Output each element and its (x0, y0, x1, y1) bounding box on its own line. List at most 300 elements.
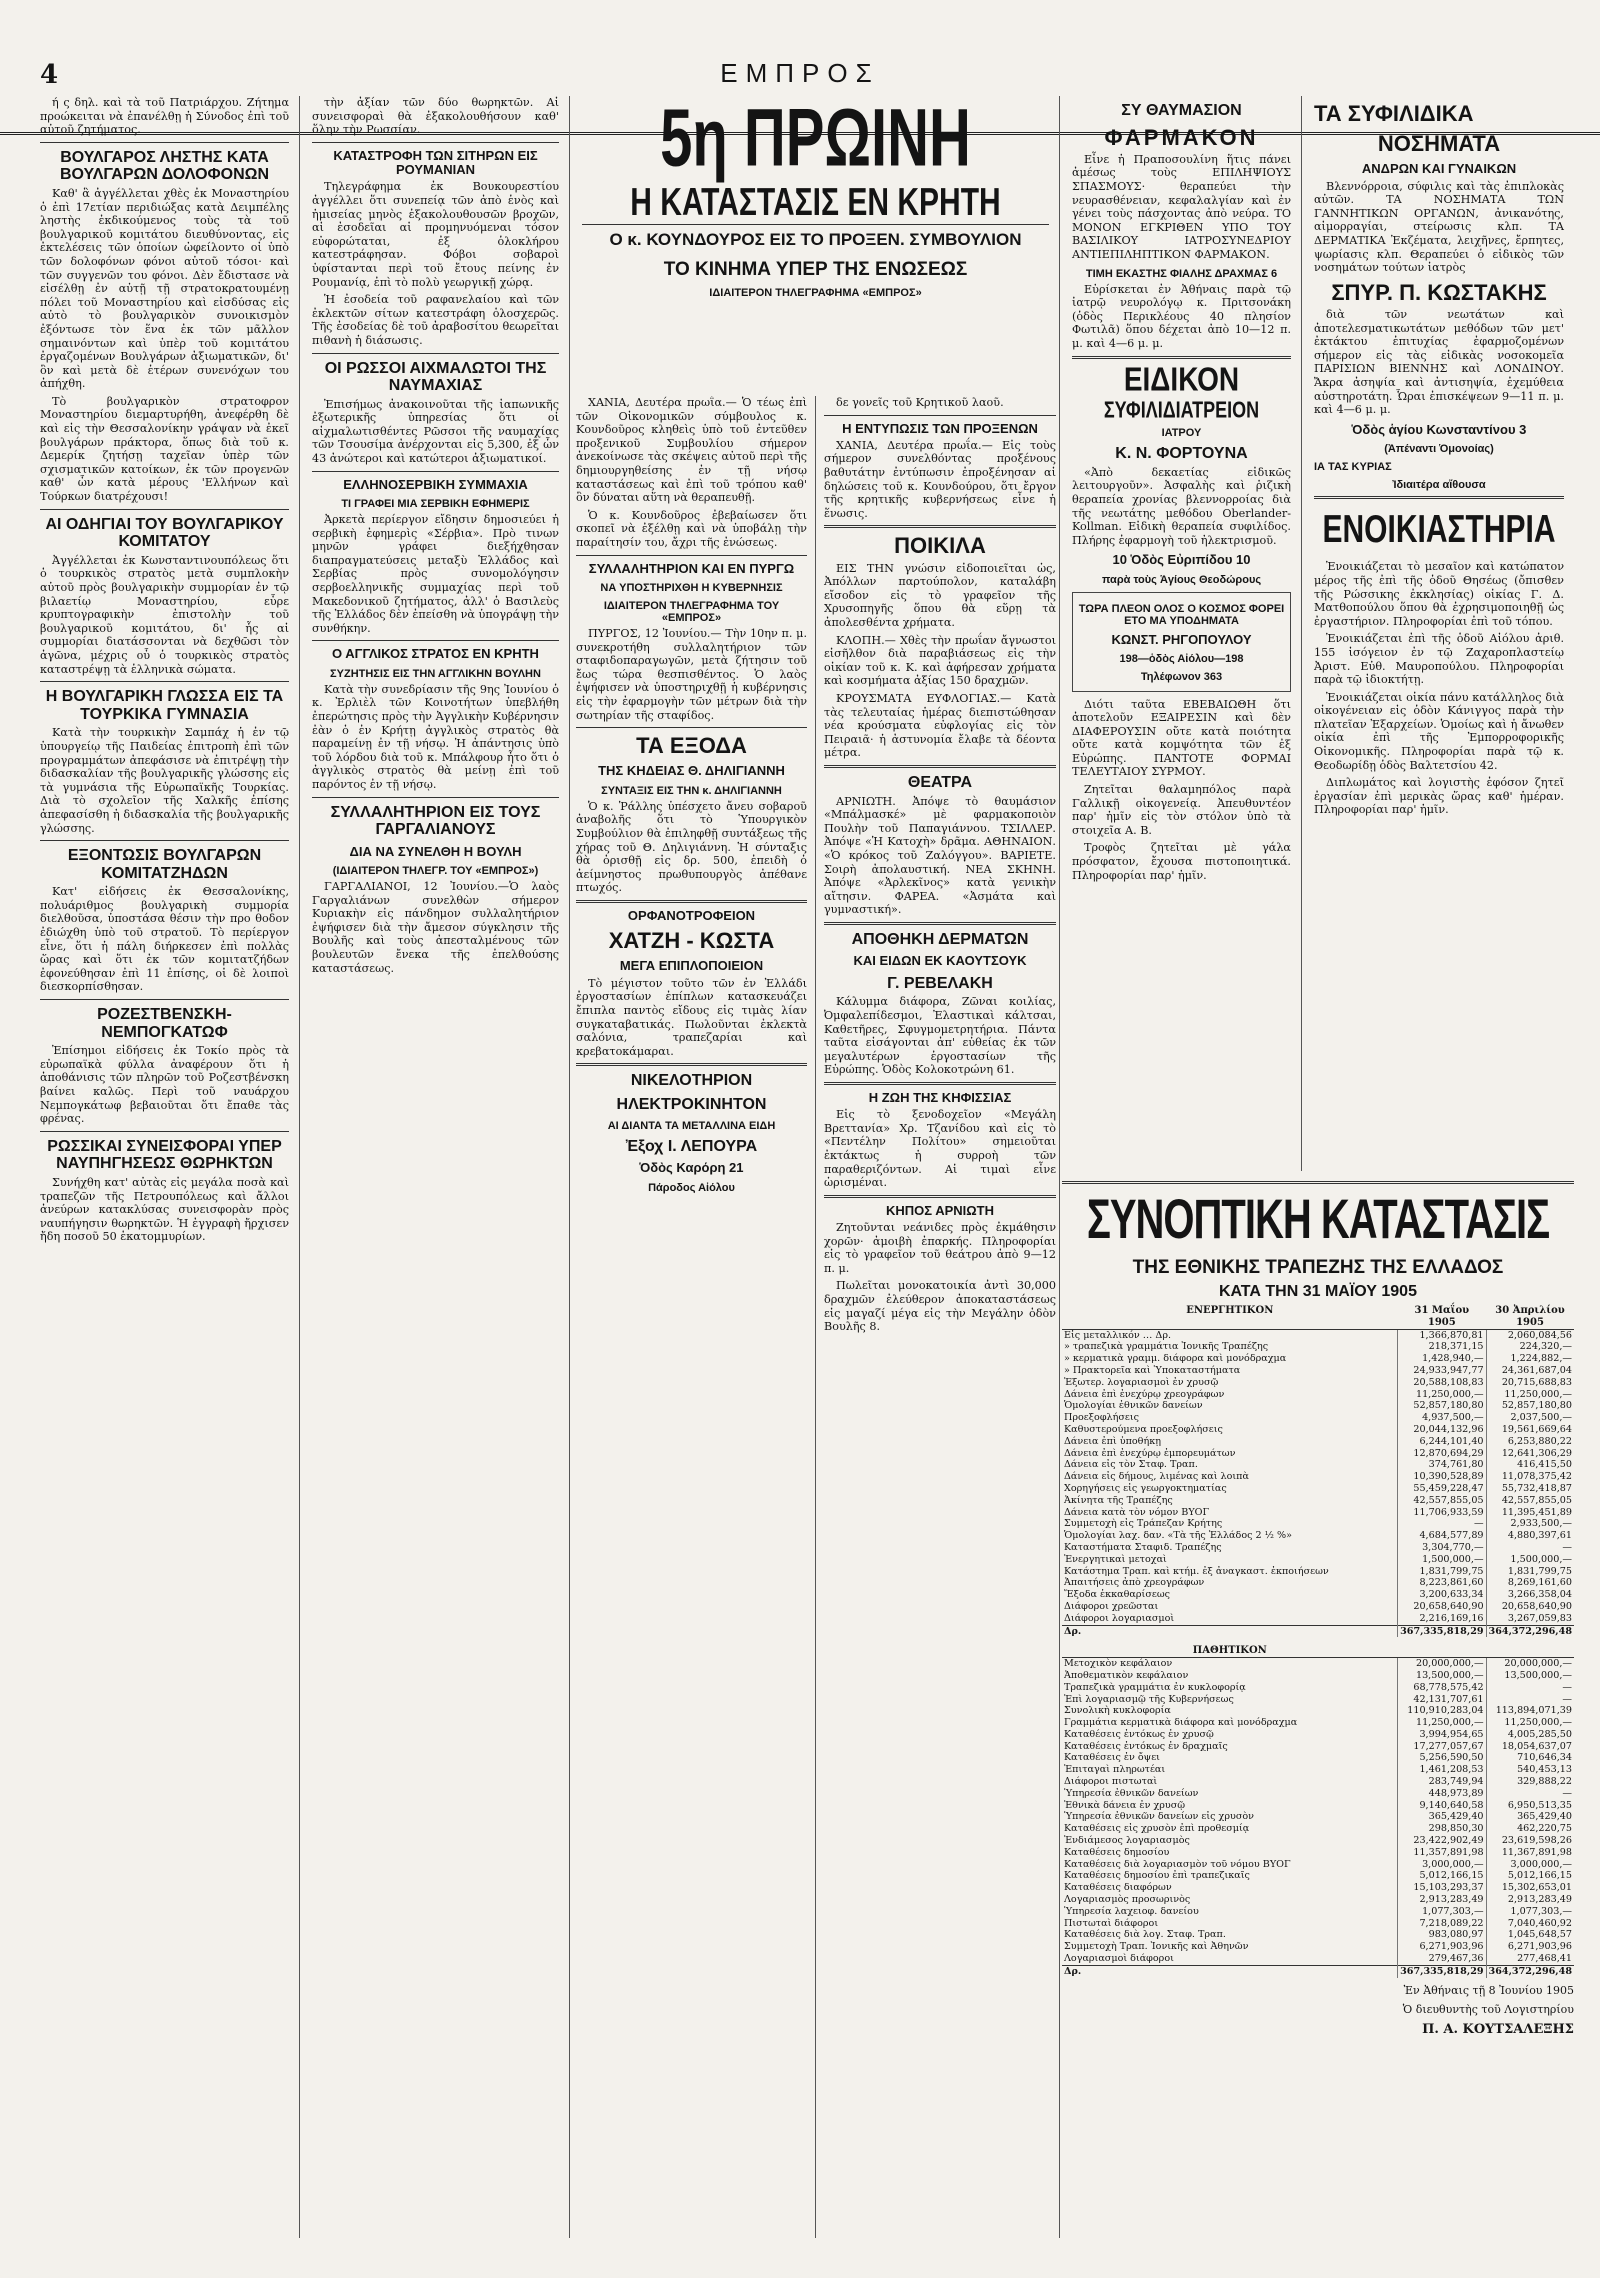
total-value: Δρ. (1062, 1965, 1398, 1977)
table-row (1062, 1353, 1574, 1365)
row-value: 20,044,132,96 (1398, 1424, 1486, 1436)
ad-heading: ΤΩΡΑ ΠΛΕΟΝ ΟΛΟΣ Ο ΚΟΣΜΟΣ ΦΟΡΕΙ ΕΤΟ ΜΑ ΥΠΟΔΗΜΑΤΑ (1078, 602, 1285, 627)
row-label: Ἀπαιτήσεις ἀπὸ χρεογράφων (1064, 1577, 1205, 1589)
table-row (1062, 1577, 1574, 1589)
ad-heading: ΑΙ ΔΙΑΝΤΑ ΤΑ ΜΕΤΑΛΛΙΝΑ ΕΙΔΗ (607, 1119, 776, 1132)
ad-text: «Ἀπὸ δεκαετίας εἰδικῶς λειτουργοῦν». Ἀσφαλὴς καὶ ῥιζικὴ θεραπεία χρονίας βλεννορροίας διὰ τῆς νεωτάτης μεθόδου Oberlander-Kollman. Εἰδικὴ θεραπεία συφιλίδος. Πλήρης ἐφαρμογὴ τοῦ ἠλεκτρισμοῦ. (1072, 465, 1291, 547)
ad-text: Τὸ μέγιστον τοῦτο τῶν ἐν Ἑλλάδι ἐργοστασίων ἐπίπλων κατασκευάζει ἔπιπλα παντὸς εἴδους εἰς τιμὰς λίαν συγκαταβατικάς. Πωλοῦνται ἐκλεκτὰ σαλόνια, τραπεζαρίαι καὶ κρεβατοκάμαραι. (576, 976, 807, 1058)
table-row (1062, 1729, 1574, 1741)
row-value: 24,361,687,04 (1486, 1365, 1574, 1377)
row-value: 1,045,648,57 (1486, 1929, 1574, 1941)
row-value: 1,077,303,— (1486, 1906, 1574, 1918)
row-label: Καταθέσεις ἐν ὄψει (1064, 1752, 1160, 1764)
row-value: 20,588,108,83 (1398, 1377, 1486, 1389)
row-value: 42,131,707,61 (1398, 1694, 1486, 1706)
row-value: 3,000,000,— (1398, 1859, 1486, 1871)
ad-text: Ἐνοικιάζεται οἰκία πάνυ κατάλληλος διὰ οἰκογένειαν εἰς ὁδὸν Κάνιγγος παρὰ τὴν πλατεῖαν Ἐξαρχείων. Ὁμοίως καὶ ἡ ἄνωθεν οἰκία ἐπὶ τῆς Ἐμπορροφορικῆς Οἰκονομικῆς. Πληροφορίαι παρὰ τῷ κ. Θεοδωρίδῃ ὁδὸς Βαλτετσίου 42. (1314, 690, 1564, 772)
subheadline: ΣΥΖΗΤΗΣΙΣ ΕΙΣ ΤΗΝ ΑΓΓΛΙΚΗΝ ΒΟΥΛΗΝ (330, 667, 541, 680)
ad-heading: ΣΠΥΡ. Π. ΚΩΣΤΑΚΗΣ (1331, 279, 1547, 305)
ad-heading: ΚΑΙ ΕΙΔΩΝ ΕΚ ΚΑΟΥΤΣΟΥΚ (853, 953, 1027, 969)
intro-text: τὴν ἀξίαν τῶν δύο θωρηκτῶν. Αἱ συνεισφοραὶ θὰ ἐξακολουθήσουν καθ' ὅλην τὴν Ρωσσίαν. (312, 96, 559, 137)
subheadline: ΙΔΙΑΙΤΕΡΟΝ ΤΗΛΕΓΡΑΦΗΜΑ ΤΟΥ «ΕΜΠΡΟΣ» (603, 599, 780, 625)
row-value: 6,271,903,96 (1398, 1941, 1486, 1953)
main-headline: Η ΚΑΤΑΣΤΑΣΙΣ ΕΝ ΚΡΗΤΗ (630, 181, 1001, 224)
table-row (1062, 1788, 1574, 1800)
table-row (1062, 1918, 1574, 1930)
article-text: ΕΙΣ ΤΗΝ γνώσιν εἰδοποιεῖται ὡς, Ἀπόλλων παρτούπολον, καταλάβη εἴσοδον εἰς τὸ γραφεῖον τῆς Χρυσοπηγῆς ὅπου θὰ εὕρῃ τὰ ἀπολεσθέντα χρήματα. (824, 561, 1056, 630)
row-value: 448,973,89 (1398, 1788, 1486, 1800)
row-value: — (1486, 1788, 1574, 1800)
row-value: 55,732,418,87 (1486, 1483, 1574, 1495)
table-row (1062, 1495, 1574, 1507)
table-row (1062, 1953, 1574, 1965)
row-label: Ἐξωτερ. λογαριασμοὶ ἐν χρυσῷ (1064, 1376, 1219, 1388)
ad-address: Ὁδὸς Καρόρη 21 (639, 1160, 744, 1176)
row-label: Καταθέσεις διὰ λογ. Σταφ. Τραπ. (1064, 1929, 1226, 1941)
row-value: 279,467,36 (1398, 1953, 1486, 1965)
article-text: Εἰς τὸ ξενοδοχεῖον «Μεγάλη Βρεττανία» Χρ. Τζανίδου καὶ εἰς τὸ «Πεντέλην Πολίτου» σημειοῦται ἐκτάκτως ἡ συρροὴ τῶν παραθεριζόντων. Αἱ τιμαὶ εἶνε ὡρισμέναι. (824, 1108, 1056, 1190)
article-text: ΧΑΝΙΑ, Δευτέρα πρωΐα.— Εἰς τοὺς σήμερον συνελθόντας προξένους βαθυτάτην ἐντύπωσιν ἐπροξένησαν αἱ δηλώσεις τοῦ κ. Κουνδούρου, ὅτι ἔργον τῆς κρητικῆς κυβερνήσεως εἶνε ἡ ἕνωσις. (824, 438, 1056, 520)
headline: Η ΖΩΗ ΤΗΣ ΚΗΦΙΣΣΙΑΣ (868, 1089, 1012, 1105)
row-value: 11,250,000,— (1398, 1389, 1486, 1401)
total-value: Δρ. (1062, 1625, 1398, 1637)
table-row (1062, 1694, 1574, 1706)
row-value: 11,250,000,— (1486, 1717, 1574, 1729)
ad-heading: ΕΙΔΙΚΟΝ (1123, 360, 1240, 398)
ad-heading: ΦΑΡΜΑΚΟΝ (1104, 124, 1259, 150)
subheadline: ΙΔΙΑΙΤΕΡΟΝ ΤΗΛΕΓΡΑΦΗΜΑ «ΕΜΠΡΟΣ» (709, 286, 922, 299)
table-row (1062, 1658, 1574, 1670)
table-row (1062, 1377, 1574, 1389)
row-value: 2,913,283,49 (1398, 1894, 1486, 1906)
ad-text: διὰ τῶν νεωτάτων καὶ ἀποτελεσματικωτάτων μεθόδων τῶν μετ' ἐκτάκτου ἐπιτυχίας ἐφαρμοζομένων σήμερον εἰς τὰς εἰδικὰς νοσοκομεῖα ΠΑΡΙΣΙΩΝ ΒΙΕΝΝΗΣ καὶ ΛΟΝΔΙΝΟΥ. Ἄκρα ἀσηψία καὶ ἀντισηψία, ἐχεμύθεια αὐστηροτάτη. Ὧραι ἐπισκέψεων 9—11 π. μ. καὶ 4—6 μ. μ. (1314, 308, 1564, 417)
headline: ΣΥΛΛΑΛΗΤΗΡΙΟΝ ΕΙΣ ΤΟΥΣ ΓΑΡΓΑΛΙΑΝΟΥΣ (330, 803, 541, 839)
row-label: Καταθέσεις ἐντόκως ἐν δραχμαῖς (1064, 1740, 1228, 1752)
row-label: Ἐπιταγαὶ πληρωτέαι (1064, 1764, 1166, 1776)
ad-address: 10 Ὁδὸς Εὐριπίδου 10 (1112, 552, 1251, 568)
table-row (1062, 1823, 1574, 1835)
row-label: Καταστήματα Σταφιδ. Τραπέζης (1064, 1541, 1222, 1553)
edition-title: 5η ΠΡΩΙΝΗ (660, 96, 971, 184)
ad-heading: ΝΙΚΕΛΟΤΗΡΙΟΝ (630, 1072, 753, 1090)
ad-heading: ΤΑ ΣΥΦΙΛΙΔΙΚΑ (1314, 101, 1474, 126)
row-value: 1,500,000,— (1398, 1554, 1486, 1566)
row-value: 1,461,208,53 (1398, 1764, 1486, 1776)
row-label: Καταθέσεις ἐντόκως ἐν χρυσῷ (1064, 1728, 1214, 1740)
table-row (1062, 1906, 1574, 1918)
row-label: Ὁμολογίαι ἐθνικῶν δανείων (1064, 1400, 1203, 1412)
row-value: 298,850,30 (1398, 1823, 1486, 1835)
row-value: — (1486, 1542, 1574, 1554)
row-value: 277,468,41 (1486, 1953, 1574, 1965)
ad-heading: ΚΩΝΣΤ. ΡΗΓΟΠΟΥΛΟΥ (1111, 632, 1252, 648)
row-value: 1,831,799,75 (1398, 1566, 1486, 1578)
headline: ΑΙ ΟΔΗΓΙΑΙ ΤΟΥ ΒΟΥΛΓΑΡΙΚΟΥ ΚΟΜΙΤΑΤΟΥ (45, 515, 284, 551)
headline: ΚΗΠΟΣ ΑΡΝΙΩΤΗ (885, 1202, 995, 1218)
subheadline: ΣΥΝΤΑΞΙΣ ΕΙΣ ΤΗΝ κ. ΔΗΛΙΓΙΑΝΝΗ (601, 784, 782, 797)
row-value: 7,218,089,22 (1398, 1918, 1486, 1930)
ad-text: Ζητεῖται θαλαμηπόλος παρὰ Γαλλικῇ οἰκογενείᾳ. Ἀπευθυντέον παρ' ἡμῖν εἰς τὸν στόλον ὑπὸ τὰ στοιχεῖα Α. Β. (1072, 783, 1291, 837)
row-value: 2,933,500,— (1486, 1518, 1574, 1530)
row-value: 52,857,180,80 (1486, 1400, 1574, 1412)
total-value: 364,372,296,48 (1486, 1625, 1574, 1637)
headline: ΤΑ ΕΞΟΔΑ (636, 733, 747, 759)
row-label: » τραπεζικὰ γραμμάτια Ἰονικῆς Τραπέζης (1064, 1341, 1269, 1353)
row-value: 218,371,15 (1398, 1341, 1486, 1353)
table-row (1062, 1764, 1574, 1776)
row-value: 42,557,855,05 (1486, 1495, 1574, 1507)
row-value: 6,244,101,40 (1398, 1436, 1486, 1448)
row-label: » Πρακτορεῖα καὶ Ὑποκαταστήματα (1064, 1364, 1241, 1376)
headline: ΤΟ ΚΙΝΗΜΑ ΥΠΕΡ ΤΗΣ ΕΝΩΣΕΩΣ (663, 258, 968, 280)
statement-role: Ὁ διευθυντὴς τοῦ Λογιστηρίου (1402, 2002, 1574, 2016)
row-label: Ὑπηρεσία ἐθνικῶν δανείων (1064, 1787, 1199, 1799)
article-text: δε γονεῖς τοῦ Κρητικοῦ λαοῦ. (836, 396, 1004, 409)
row-label: Κατάστημα Τραπ. καὶ κτήμ. ἐξ ἀναγκαστ. ἐκποιήσεων (1064, 1565, 1329, 1577)
table-row (1062, 1483, 1574, 1495)
ad-heading: ΜΕΓΑ ΕΠΙΠΛΟΠΟΙΕΙΟΝ (619, 958, 764, 974)
total-value: 367,335,818,29 (1398, 1625, 1486, 1637)
row-label: Συνολικὴ κυκλοφορία (1064, 1705, 1171, 1717)
ad-heading: ΑΠΟΘΗΚΗ ΔΕΡΜΑΤΩΝ (851, 930, 1029, 948)
row-value: 1,077,303,— (1398, 1906, 1486, 1918)
article-text: Καθ' ἃ ἀγγέλλεται χθὲς ἐκ Μοναστηρίου ὁ ἐπὶ 17ετίαν περιδιώξας κατὰ Δειμπέλης ληστὴς ἐκδικούμενος τοὺς τὰ τοῦ βουλγαρικοῦ κομιτάτου διευθύνοντας, εἰς ἐκτελέσεις τῶν ὁποίων ὠφείλοντο οἱ ὑπὸ τῶν δολοφόνων φόνοι αὐτοῦ τόσοι· καὶ τῶν συγγενῶν του φόνοι. Δὲν ἔδιστασε νὰ εἰσέλθῃ ἐν αὐτῇ τῇ στρατοκρατουμένῃ πόλει τοῦ Μοναστηρίου καὶ εἰσδύσας εἰς αὐτὸ τὸ βουλγαρικὸν συνοικισμὸν ἐξόντωσε τὸν ἕνα ἐκ τῶν μᾶλλον σημαινόντων καὶ ὑπὲρ τοῦ κομιτάτου ἐργαζομένων Βουλγάρων ἀξιωματικῶν, δι' ὃν καὶ μετὰ δὲ ἑτέρων συνενόχων του ἀπήχθη. (40, 186, 289, 391)
headline: ΚΑΤΑΣΤΡΟΦΗ ΤΩΝ ΣΙΤΗΡΩΝ ΕΙΣ ΡΟΥΜΑΝΙΑΝ (333, 147, 538, 178)
ad-heading: ΧΑΤΖΗ - ΚΩΣΤΑ (608, 928, 775, 954)
row-label: Ἐνδιάμεσος λογαριασμὸς (1064, 1835, 1190, 1847)
col-a-header: 31 Μαΐου 1905 (1398, 1305, 1486, 1329)
ad-heading: Γ. ΡΕΒΕΛΑΚΗ (887, 974, 993, 992)
statement-subtitle: ΤΗΣ ΕΘΝΙΚΗΣ ΤΡΑΠΕΖΗΣ ΤΗΣ ΕΛΛΑΔΟΣ (1132, 1257, 1504, 1278)
row-label: Ἐπὶ λογαριασμῷ τῆς Κυβερνήσεως (1064, 1693, 1234, 1705)
row-label: Διάφοροι πιστωταὶ (1064, 1776, 1158, 1788)
ad-text: Κάλυμμα διάφορα, Ζῶναι κοιλίας, Ὀμφαλεπίδεσμοι, Ἐλαστικαὶ κάλτσαι, Καθετῆρες, Σφυγμομετρητήρια. Πάντα ταῦτα εἰσάγονται ἀπ' εὐθείας ἐκ τῶν μεγαλυτέρων ἐργοστασίων τῆς Εὐρώπης. Ὁδὸς Κολοκοτρώνη 61. (824, 995, 1056, 1077)
column-4 (1062, 96, 1302, 1171)
column-3-left (572, 396, 816, 2238)
row-value: — (1486, 1682, 1574, 1694)
row-value: — (1486, 1694, 1574, 1706)
row-value: 23,619,598,26 (1486, 1835, 1574, 1847)
row-value: 12,641,306,29 (1486, 1448, 1574, 1460)
row-value: 5,256,590,50 (1398, 1752, 1486, 1764)
table-row (1062, 1518, 1574, 1530)
article-text: Ὁ κ. Κουνδοῦρος ἐβεβαίωσεν ὅτι σκοπεῖ νὰ ἐξέλθῃ καὶ νὰ ὑποβάλῃ τὴν παραίτησίν του, ἄχρι τῆς ἐνώσεως. (576, 508, 807, 549)
bank-statement (1062, 1176, 1574, 2236)
headline: ΕΞΟΝΤΩΣΙΣ ΒΟΥΛΓΑΡΩΝ ΚΟΜΙΤΑΤΖΗΔΩΝ (67, 847, 262, 882)
row-label: Ὁμολογίαι λαχ. δαν. «Τὰ τῆς Ἑλλάδος 2 ½ %» (1064, 1530, 1293, 1542)
table-row (1062, 1436, 1574, 1448)
ad-text: Ἐνοικιάζεται ἐπὶ τῆς ὁδοῦ Αἰόλου ἀριθ. 155 ἰσόγειον ἐν τῷ Ζαχαροπλαστείῳ Ἀριστ. Εὐθ. Μαυροπούλου. Πληροφορίαι παρὰ τῷ ἰδιοκτήτῃ. (1314, 632, 1564, 687)
table-row (1062, 1752, 1574, 1764)
row-value: 2,913,283,49 (1486, 1894, 1574, 1906)
row-value: 11,357,891,98 (1398, 1847, 1486, 1859)
ad-heading: ΟΡΦΑΝΟΤΡΟΦΕΙΟΝ (627, 908, 756, 923)
table-row (1062, 1329, 1574, 1341)
row-value: 4,684,577,89 (1398, 1530, 1486, 1542)
article-text: Ἀρκετὰ περίεργον εἴδησιν δημοσιεύει ἡ σερβικὴ ἐφημερὶς «Σέρβια». Πρὸ τινων μηνῶν γράφει διεξήχθησαν διαπραγματεύσεις μεταξὺ Ἑλλάδος καὶ Σερβίας πρὸς συνομολόγησιν σερβοελληνικῆς συμμαχίας περὶ τοῦ Μακεδονικοῦ ζητήματος, ἀλλ' ὁ Βασιλεὺς τῆς Ἑλλάδος δὲν ἐπείσθη νὰ ὑπογράψῃ τὴν συνθήκην. (312, 513, 559, 635)
liab-title: ΠΑΘΗΤΙΚΟΝ (1062, 1645, 1398, 1657)
ad-text: Ἐνοικιάζεται τὸ μεσαῖον καὶ κατώπατον μέρος τῆς ἐπὶ τῆς ὁδοῦ Θησέως (ὄπισθεν τῆς Ρώσσικης ἐκκλησίας) οἰκίας Γ. Δ. Ματθοπούλου ὅπου θὰ ἐχρησιμοποιηθῇ ὡς ἐργαστήριον. Πληροφορίαι ἐπὶ τοῦ τόπου. (1314, 560, 1564, 628)
row-label: » κερματικὰ γραμμ. διάφορα καὶ μονόδραχμα (1064, 1353, 1287, 1365)
table-row (1062, 1530, 1574, 1542)
article-text: Ὁ κ. Ῥάλλης ὑπέσχετο ἄνευ σοβαροῦ ἀναβολῆς ὅτι τὸ Ὑπουργικὸν Συμβούλιον θὰ ἐπιληφθῇ συντάξεως τῆς χήρας τοῦ Θ. Δηλιγιάννη. Ἡ σύνταξις θὰ ὁρισθῇ εἰς δρ. 500, ἐπειδὴ ὁ ἀείμνηστος πρωθυπουργὸς ἀπέθανε πτωχός. (576, 799, 807, 895)
ad-heading: ΗΛΕΚΤΡΟΚΙΝΗΤΟΝ (616, 1095, 767, 1113)
table-row (1062, 1589, 1574, 1601)
ad-text: Διότι ταῦτα ΕΒΕΒΑΙΩΘΗ ὅτι ἀποτελοῦν ΕΞΑΙΡΕΣΙΝ καὶ δὲν ΔΙΑΦΕΡΟΥΣΙΝ οὔτε κατὰ ποιότητα οὔτε κατὰ κομψότητα τῶν ἐξ Εὐρώπης. ΠΑΝΤΟΤΕ ΦΟΡΜΑΙ ΤΕΛΕΥΤΑΙΟΥ ΣΥΡΜΟΥ. (1072, 697, 1291, 779)
table-row (1062, 1412, 1574, 1424)
row-label: Ἀκίνητα τῆς Τραπέζης (1064, 1494, 1173, 1506)
row-value: 11,367,891,98 (1486, 1847, 1574, 1859)
row-value: 19,561,669,64 (1486, 1424, 1574, 1436)
row-label: Ὑπηρεσία ἐθνικῶν δανείων εἰς χρυσὸν (1064, 1811, 1255, 1823)
table-row (1062, 1448, 1574, 1460)
row-value: 110,910,283,04 (1398, 1705, 1486, 1717)
assets-title: ΕΝΕΡΓΗΤΙΚΟΝ (1062, 1305, 1398, 1329)
table-row (1062, 1811, 1574, 1823)
article-text: Κατ' εἰδήσεις ἐκ Θεσσαλονίκης, πολυάριθμος βουλγαρικὴ συμμορία διελθοῦσα, ὑποστάσα θέσιν τὴν προ θοδον ἐδιώχθη ὑπὸ τοῦ στρατοῦ. Τὸ περίεργον εἶνε, ὅτι ἡ πάλη διήρκεσεν ἐπὶ πολλὰς ὥρας καὶ ὅτι ἐκ τῶν κομιτατζήδων ἐφονεύθησαν ἐπὶ 11 ἐπίσης, οἱ δὲ λοιποὶ διεσκορπίσθησαν. (40, 885, 289, 994)
ad-price: ΤΙΜΗ ΕΚΑΣΤΗΣ ΦΙΑΛΗΣ ΔΡΑΧΜΑΣ 6 (1085, 267, 1278, 280)
ad-heading: ΣΥ ΘΑΥΜΑΣΙΟΝ (1121, 102, 1242, 119)
statement-place: Ἐν Ἀθήναις τῇ 8 Ἰουνίου 1905 (1403, 1983, 1574, 1997)
row-label: Ὑπηρεσία λαχειοφ. δανείου (1064, 1905, 1199, 1917)
row-value: 113,894,071,39 (1486, 1705, 1574, 1717)
table-row (1062, 1601, 1574, 1613)
row-value: 3,994,954,65 (1398, 1729, 1486, 1741)
column-5 (1304, 96, 1574, 1171)
row-label: Δάνεια ἐπὶ ὑποθήκῃ (1064, 1435, 1161, 1447)
row-label: Δάνεια εἰς τὸν Σταφ. Τραπ. (1064, 1459, 1198, 1471)
row-value: 2,060,084,56 (1486, 1329, 1574, 1341)
total-value: 367,335,818,29 (1398, 1965, 1486, 1977)
row-label: Καταθέσεις εἰς χρυσὸν ἐπὶ προθεσμίᾳ (1064, 1823, 1250, 1835)
row-value: 1,366,870,81 (1398, 1329, 1486, 1341)
row-value: 4,880,397,61 (1486, 1530, 1574, 1542)
column-3 (572, 96, 1060, 2238)
ad-text: ΙΑ ΤΑΣ ΚΥΡΙΑΣ (1314, 461, 1392, 474)
table-row (1062, 1682, 1574, 1694)
row-value: 5,012,166,15 (1398, 1870, 1486, 1882)
article-text: Ἡ ἐσοδεία τοῦ ραφανελαίου καὶ τῶν ἐκλεκτῶν σίτων κατεστράφη ὁλοσχερῶς. Τῆς ἐσοδείας δὲ τοῦ ἀραβοσίτου θεωρεῖται πιθανὴ ἡ διάσωσις. (312, 293, 559, 347)
row-value: 374,761,80 (1398, 1459, 1486, 1471)
col-b-header: 30 Ἀπριλίου 1905 (1486, 1305, 1574, 1329)
row-value: 20,658,640,90 (1486, 1601, 1574, 1613)
row-label: Καταθέσεις διὰ λογαριασμὸν τοῦ νόμου ΒΥΟΓ (1064, 1858, 1291, 1870)
row-value: 5,012,166,15 (1486, 1870, 1574, 1882)
ad-heading: ΙΑΤΡΟΥ (1161, 427, 1202, 440)
ad-text: Εἶνε ἡ Πραποσουλίνη ἥτις πάνει ἀμέσως τοὺς ΕΠΙΛΗΨΙΟΥΣ ΣΠΑΣΜΟΥΣ· θεραπεύει τὴν νευρασθένειαν, κεφαλαλγίαν καὶ ἐν γένει τοὺς πάσχοντας ἀπὸ νεύρα. ΤΟ ΜΟΝΟΝ ΕΓΚΡΙΘΕΝ ΥΠΟ ΤΟΥ ΒΑΣΙΛΙΚΟΥ ΙΑΤΡΟΣΥΝΕΔΡΙΟΥ ΑΝΤΙΕΠΙΛΗΠΤΙΚΟΝ ΦΑΡΜΑΚΟΝ. (1072, 152, 1291, 261)
row-value: 6,271,903,96 (1486, 1941, 1574, 1953)
row-value: 11,078,375,42 (1486, 1471, 1574, 1483)
table-row (1062, 1776, 1574, 1788)
ad-heading: ΑΝΔΡΩΝ ΚΑΙ ΓΥΝΑΙΚΩΝ (1361, 161, 1517, 177)
subheadline: ΤΙ ΓΡΑΦΕΙ ΜΙΑ ΣΕΡΒΙΚΗ ΕΦΗΜΕΡΙΣ (341, 497, 530, 510)
row-value: 20,000,000,— (1486, 1658, 1574, 1670)
ad-address: Ὁδὸς ἁγίου Κωνσταντίνου 3 (1351, 421, 1527, 437)
table-row (1062, 1554, 1574, 1566)
row-label: Ἐθνικὰ δάνεια ἐν χρυσῷ (1064, 1799, 1186, 1811)
row-value: 3,000,000,— (1486, 1859, 1574, 1871)
article-text: ΑΡΝΙΩΤΗ. Ἀπόψε τὸ θαυμάσιον «Μπάλμασκέ» μὲ φαρμακοποιὸν Πουλὴν τοῦ Παπαγιάννου. ΤΣΙΛΛΕΡ. Ἀπόψε «Ἡ Κατοχὴ» δρᾶμα. ΑΘΗΝΑΙΟΝ. «Ὁ κρόκος τοῦ Ζαλόγγου». ΒΑΡΙΕΤΕ. Σοιρὴ ἀπολαυστική. ΝΕΑ ΣΚΗΝΗ. Ἀπόψε «Ἀρλεκῖνος» κατὰ γενικὴν αἴτησιν. ΦΑΡΕΑ. «Ἀσμάτα καὶ γυμναστική». (824, 794, 1056, 917)
table-row (1062, 1613, 1574, 1625)
headline: Η ΕΝΤΥΠΩΣΙΣ ΤΩΝ ΠΡΟΞΕΝΩΝ (842, 420, 1038, 436)
row-label: Εἰς μεταλλικόν … Δρ. (1064, 1329, 1172, 1341)
total-row (1062, 1625, 1574, 1637)
row-label: Γραμμάτια κερματικὰ διάφορα καὶ μονόδραχμα (1064, 1717, 1298, 1729)
ad-address: 198—ὁδὸς Αἰόλου—198 (1119, 653, 1244, 666)
ad-text: Τροφὸς ζητεῖται μὲ γάλα πρόσφατον, ἔχουσα πιστοποιητικά. Πληροφορίαι παρ' ἡμῖν. (1072, 841, 1291, 882)
headline: Η ΒΟΥΛΓΑΡΙΚΗ ΓΛΩΣΣΑ ΕΙΣ ΤΑ ΤΟΥΡΚΙΚΑ ΓΥΜΝΑΣΙΑ (45, 688, 284, 723)
row-value: 1,428,940,— (1398, 1353, 1486, 1365)
section-heading: ΕΝΟΙΚΙΑΣΤΗΡΙΑ (1322, 508, 1556, 552)
section-heading: ΠΟΙΚΙΛΑ (894, 533, 986, 559)
row-label: Μετοχικὸν κεφάλαιον (1064, 1658, 1173, 1670)
ad-address: (Ἀπέναντι Ὁμονοίας) (1384, 443, 1494, 456)
row-value: 8,269,161,60 (1486, 1577, 1574, 1589)
row-value: 1,224,882,— (1486, 1353, 1574, 1365)
row-value: 8,223,861,60 (1398, 1577, 1486, 1589)
article-text: ΓΑΡΓΑΛΙΑΝΟΙ, 12 Ἰουνίου.—Ὁ λαὸς Γαργαλιάνων συνελθὼν σήμερον Κυριακὴν εἰς πάνδημον συλλαλητήριον ἐψήφισεν διὰ τὴν ἄμεσον σύγκλησιν τῆς Βουλῆς καὶ τοὺς ἀπεσταλμένους τῶν βουλευτῶν ἔνεκα τῆς ἐπελθούσης καταστάσεως. (312, 880, 559, 975)
row-value: 3,200,633,34 (1398, 1589, 1486, 1601)
article-text: Τὸ βουλγαρικὸν στρατοφρον Μοναστηρίου διεμαρτυρήθη, ἀνεφέρθη δὲ καὶ εἰς τὴν Θεσσαλονίκην γράψαν νὰ ἐκεῖ βουλγάρων πράκτορα, ὅπως διὰ τοῦ κ. Δεμερίκ ζητήσῃ ταχεῖαν ὑπὲρ τῶν σχισματικῶν κατοίκων, ἐκ τῶν προγενῶν καθ' ὧν κατὰ μέρους 'Ελλήνων καὶ Τούρκων διατρέχουσι! (40, 394, 289, 504)
row-value: 10,390,528,89 (1398, 1471, 1486, 1483)
ad-address: παρὰ τοὺς Ἁγίους Θεοδώρους (1101, 573, 1262, 586)
statement-title: ΣΥΝΟΠΤΙΚΗ ΚΑΤΑΣΤΑΣΙΣ (1086, 1189, 1550, 1251)
table-row (1062, 1847, 1574, 1859)
section-heading: ΘΕΑΤΡΑ (907, 773, 973, 791)
row-label: Διάφοροι λογαριασμοὶ (1064, 1612, 1175, 1624)
headline: Ο ΑΓΓΛΙΚΟΣ ΣΤΡΑΤΟΣ ΕΝ ΚΡΗΤΗ (332, 646, 539, 662)
row-value: 983,080,97 (1398, 1929, 1486, 1941)
row-value: 42,557,855,05 (1398, 1495, 1486, 1507)
row-label: Καταθέσεις δημοσίου ἐπὶ τραπεζικαῖς (1064, 1870, 1250, 1882)
row-value: 1,831,799,75 (1486, 1566, 1574, 1578)
row-value: 1,500,000,— (1486, 1554, 1574, 1566)
row-value: 24,933,947,77 (1398, 1365, 1486, 1377)
headline: ΟΙ ΡΩΣΣΟΙ ΑΙΧΜΑΛΩΤΟΙ ΤΗΣ ΝΑΥΜΑΧΙΑΣ (324, 359, 547, 395)
ad-heading: ΝΟΣΗΜΑΤΑ (1377, 131, 1501, 157)
column-2 (302, 96, 570, 2238)
row-label: Τραπεζικὰ γραμμάτια ἐν κυκλοφορίᾳ (1064, 1681, 1246, 1693)
row-value: 52,857,180,80 (1398, 1400, 1486, 1412)
table-row (1062, 1341, 1574, 1353)
row-label: Ἀποθεματικὸν κεφάλαιον (1064, 1669, 1189, 1681)
row-label: Καταθέσεις δημοσίου (1064, 1846, 1170, 1858)
row-value: 3,266,358,04 (1486, 1589, 1574, 1601)
table-row (1062, 1894, 1574, 1906)
article-text: Πωλεῖται μονοκατοικία ἀντὶ 30,000 δραχμῶν ἐλεύθερον ἀποκαταστάσεως εἰς μαγαζί μέγα εἰς τὴν Μεγάλην ὁδὸν Βουλῆς 8. (824, 1279, 1056, 1334)
headline: ΡΩΣΣΙΚΑΙ ΣΥΝΕΙΣΦΟΡΑΙ ΥΠΕΡ ΝΑΥΠΗΓΗΣΕΩΣ ΘΩΡΗΚΤΩΝ (47, 1137, 282, 1173)
row-value: 4,937,500,— (1398, 1412, 1486, 1424)
ad-text: Διπλωμάτος καὶ λογιστὴς ἐφόσον ζητεῖ ἐργασίαν ἐπὶ μερικὰς ὥρας καθ' ἡμέραν. Πληροφορίαι παρ' ἡμῖν. (1314, 776, 1564, 817)
assets-table (1062, 1305, 1574, 1637)
row-value: 365,429,40 (1486, 1811, 1574, 1823)
article-text: Ἐπίσημοι εἰδήσεις ἐκ Τοκίο πρὸς τὰ εὐρωπαϊκὰ φύλλα ἀναφέρουν ὅτι ἡ ἀποθάνισις τῶν πληρῶν τοῦ Ροζεστβένσκη βαίνει καλῶς. Περὶ τοῦ ναυάρχου Νεμπογκάτωφ βεβαιοῦται ὅτι ἔπαθε τὰς φρένας. (40, 1044, 289, 1126)
row-label: Λογαριασμὸς προσωρινὸς (1064, 1894, 1191, 1906)
row-label: Πιστωταὶ διάφοροι (1064, 1917, 1159, 1929)
row-value: 710,646,34 (1486, 1752, 1574, 1764)
table-row (1062, 1542, 1574, 1554)
total-value: 364,372,296,48 (1486, 1965, 1574, 1977)
row-label: Συμμετοχὴ Τραπ. Ἰονικῆς καὶ Ἀθηνῶν (1064, 1941, 1249, 1953)
table-row (1062, 1424, 1574, 1436)
table-row (1062, 1389, 1574, 1401)
row-value: 11,706,933,59 (1398, 1507, 1486, 1519)
row-label: Συμμετοχὴ εἰς Τράπεζαν Κρήτης (1064, 1518, 1223, 1530)
article-text: Τηλεγράφημα ἐκ Βουκουρεστίου ἀγγέλλει ὅτι συνεπείᾳ τῶν ἀπὸ ἑνὸς καὶ ἡμισείας μηνὸς ἐξακολουθουσῶν βροχῶν, αἱ ἐσοδεῖαι αἱ προμηνυόμεναι τόσον εὐφορώταται, ἐξ ὁλοκλήρου κατεστράφησαν. Φόβοι σοβαροὶ ὑφίστανται περὶ τοῦ ἔτους πείνης ἐν Ρουμανίᾳ, ἐπὶ τὸ πολὺ γεωργικῇ χώρᾳ. (312, 180, 559, 289)
row-value: 224,320,— (1486, 1341, 1574, 1353)
ad-heading: ΣΥΦΙΛΙΔΙΑΤΡΕΙΟΝ (1103, 397, 1260, 424)
table-row (1062, 1800, 1574, 1812)
statement-signer: Π. Α. ΚΟΥΤΣΑΛΕΞΗΣ (1422, 2021, 1574, 2037)
row-value: 55,459,228,47 (1398, 1483, 1486, 1495)
row-value: 3,304,770,— (1398, 1542, 1486, 1554)
statement-date: ΚΑΤΑ ΤΗΝ 31 ΜΑΪΟΥ 1905 (1219, 1283, 1417, 1300)
row-value: 20,000,000,— (1398, 1658, 1486, 1670)
row-value: 23,422,902,49 (1398, 1835, 1486, 1847)
table-row (1062, 1400, 1574, 1412)
row-value: — (1398, 1518, 1486, 1530)
row-label: Ἐνεργητικαὶ μετοχαὶ (1064, 1553, 1167, 1565)
table-row (1062, 1566, 1574, 1578)
subheadline: (ΙΔΙΑΙΤΕΡΟΝ ΤΗΛΕΓΡ. ΤΟΥ «ΕΜΠΡΟΣ») (332, 865, 539, 878)
row-value: 12,870,694,29 (1398, 1448, 1486, 1460)
row-label: Δάνεια κατὰ τὸν νόμον ΒΥΟΓ (1064, 1506, 1210, 1518)
headline: ΕΛΛΗΝΟΣΕΡΒΙΚΗ ΣΥΜΜΑΧΙΑ (343, 476, 528, 492)
ad-text: Εὑρίσκεται ἐν Ἀθήναις παρὰ τῷ ἰατρῷ νευρολόγῳ κ. Πριτσονάκη (ὁδὸς Περικλέους 40 πλησίον Φωτιλᾶ) ὅπου δέχεται ἀπὸ 10—12 π. μ. καὶ 4—6 μ. μ. (1072, 282, 1291, 350)
table-row (1062, 1741, 1574, 1753)
row-value: 6,253,880,22 (1486, 1436, 1574, 1448)
row-value: 15,302,653,01 (1486, 1882, 1574, 1894)
ad-box (1072, 592, 1291, 692)
headline: ΒΟΥΛΓΑΡΟΣ ΛΗΣΤΗΣ ΚΑΤΑ ΒΟΥΛΓΑΡΩΝ ΔΟΛΟΦΟΝΩΝ (59, 148, 270, 184)
subheadline: ΔΙΑ ΝΑ ΣΥΝΕΛΘΗ Η ΒΟΥΛΗ (349, 843, 522, 859)
row-label: Προεξοφλήσεις (1064, 1412, 1140, 1424)
article-text: Ἀγγέλλεται ἐκ Κωνσταντινουπόλεως ὅτι ὁ τουρκικὸς στρατὸς μετὰ συμπλοκὴν αὐτοῦ πρὸς βουλγαρικὴν συμμορίαν ἐν τῷ βιλαετίῳ Μοναστηρίου, εὗρε κρυπτογραφικὴν ἐπιστολὴν τοῦ βουλγαρικοῦ κομιτάτου, δι' ἧς αἱ συμμορίαι διατάσσονται νὰ δεχθῶσι τὸν ἀγῶνα, μέχρις οὗ ὁ τουρκικὸς στρατὸς καταστρέψῃ τὰ ἑλληνικὰ σώματα. (40, 553, 289, 676)
ad-text: Ἰδιαιτέρα αἴθουσα (1392, 479, 1486, 492)
table-row (1062, 1507, 1574, 1519)
row-value: 15,103,293,37 (1398, 1882, 1486, 1894)
table-row (1062, 1459, 1574, 1471)
row-label: Καταθέσεις διαφόρων (1064, 1882, 1172, 1894)
row-value: 283,749,94 (1398, 1776, 1486, 1788)
row-value: 13,500,000,— (1486, 1670, 1574, 1682)
subheadline: ΝΑ ΥΠΟΣΤΗΡΙΧΘΗ Η ΚΥΒΕΡΝΗΣΙΣ (600, 581, 783, 594)
article-text: Κατὰ τὴν συνεδρίασιν τῆς 9ης Ἰουνίου ὁ κ. Ἐρλιὲλ τῶν Κοινοτήτων ὑπεβλήθη ἐπερώτησις πρὸς τὴν Ἀγγλικὴν Κυβέρνησιν ἐὰν ὁ ἐν Κρήτῃ ἀγγλικὸς στρατὸς θὰ παραμείνῃ ἐν τῇ νήσῳ. Ἡ ἀπάντησις ὑπὸ τοῦ λόρδου διὰ τοῦ κ. Μπάλφουρ ἦτο ὅτι ὁ ἀγγλικὸς στρατὸς θὰ μείνῃ ἐπὶ τοῦ παρόντος ἐν τῇ νήσῳ. (312, 682, 559, 791)
ad-text: Βλεννόρροια, σύφιλις καὶ τὰς ἐπιπλοκὰς αὐτῶν. ΤΑ ΝΟΣΗΜΑΤΑ ΤΩΝ ΓΑΝΝΗΤΙΚΩΝ ΟΡΓΑΝΩΝ, ἀνικανότης, αἱμορραγίαι, στείρωσις κλπ. ΤΑ ΔΕΡΜΑΤΙΚΑ Ἐκζέματα, λειχῆνες, ἔρπητες, ψωρίασις κλπ. Θεραπεύει ὁ εἰδικὸς τῶν νοσημάτων τούτων ἰατρὸς (1314, 179, 1564, 275)
row-value: 11,250,000,— (1486, 1389, 1574, 1401)
table-row (1062, 1835, 1574, 1847)
article-text: Ἐπισήμως ἀνακοινοῦται τῆς ἰαπωνικῆς ἐξωτερικῆς ὑπηρεσίας ὅτι οἱ αἰχμαλωτισθέντες Ρῶσσοι τῆς ναυμαχίας τῶν Τσουσίμα ἀνέρχονται εἰς 5,300, ἐξ ὧν 43 ἀνώτεροι καὶ κατώτεροι ἀξιωματικοί. (312, 397, 559, 466)
ad-heading: Κ. Ν. ΦΟΡΤΟΥΝΑ (1115, 445, 1248, 463)
ad-address: Πάροδος Αἰόλου (648, 1181, 735, 1194)
row-value: 18,054,637,07 (1486, 1741, 1574, 1753)
table-row (1062, 1717, 1574, 1729)
row-value: 3,267,059,83 (1486, 1613, 1574, 1625)
row-value: 462,220,75 (1486, 1823, 1574, 1835)
row-value: 2,037,500,— (1486, 1412, 1574, 1424)
row-value: 540,453,13 (1486, 1764, 1574, 1776)
ad-phone: Τηλέφωνον 363 (1140, 671, 1223, 684)
headline: ΡΟΖΕΣΤΒΕΝΣΚΗ-ΝΕΜΠΟΓΚΑΤΩΦ (97, 1006, 232, 1041)
row-value: 9,140,640,58 (1398, 1800, 1486, 1812)
row-value: 11,395,451,89 (1486, 1507, 1574, 1519)
article-text: ΠΥΡΓΟΣ, 12 Ἰουνίου.— Τὴν 10ην π. μ. συνεκροτήθη συλλαλητήριον τῶν σταφιδοπαραγωγῶν, μετὰ ζήτησιν τοῦ ἔως τώρα θεσπισθέντος. Ὁ λαὸς ἐψήφισεν νὰ ὑποστηριχθῇ ἡ κυβέρνησις εἰς τὴν ἐφαρμογὴν τῶν μέτρων διὰ τὴν σωτηρίαν τῆς σταφίδος. (576, 627, 807, 722)
table-row (1062, 1365, 1574, 1377)
row-value: 17,277,057,67 (1398, 1741, 1486, 1753)
row-value: 13,500,000,— (1398, 1670, 1486, 1682)
headline: ΣΥΛΛΑΛΗΤΗΡΙΟΝ ΚΑΙ ΕΝ ΠΥΡΓΩ (588, 560, 795, 576)
row-label: Καθυστερούμενα προεξοφλήσεις (1064, 1423, 1223, 1435)
